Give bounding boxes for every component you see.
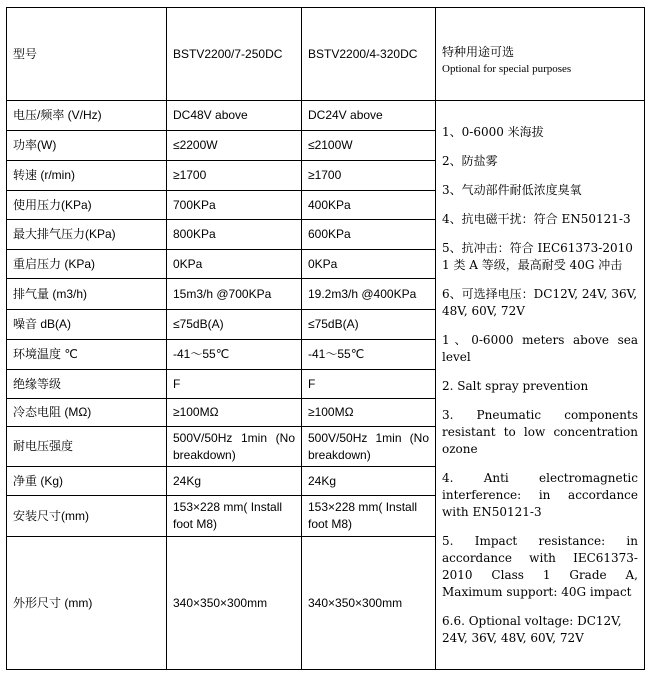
row-value-b: ≤75dB(A) [302, 310, 436, 340]
row-value-b: 19.2m3/h @400KPa [302, 279, 436, 310]
header-notes [436, 8, 645, 101]
row-label: 外形尺寸 (mm) [7, 537, 167, 670]
table-header-row [7, 8, 645, 101]
row-value-a: ≤2200W [167, 131, 302, 161]
row-value-a: F [167, 370, 302, 399]
note-cn-2: 2、防盐雾 [442, 153, 498, 168]
row-value-a: ≤75dB(A) [167, 310, 302, 340]
row-value-b: ≤2100W [302, 131, 436, 161]
row-value-a: 153×228 mm( Install foot M8) [167, 496, 302, 537]
row-label: 环境温度 ℃ [7, 340, 167, 370]
row-value-b: 600KPa [302, 220, 436, 250]
row-value-b: -41～55℃ [302, 340, 436, 370]
row-value-a: 500V/50Hz 1min (No breakdown) [167, 427, 302, 467]
note-en-6: 6.6. Optional voltage: DC12V, 24V, 36V, 48V, 60V, 72V [442, 613, 622, 645]
row-label: 噪音 dB(A) [7, 310, 167, 340]
row-value-b: DC24V above [302, 101, 436, 131]
row-label: 转速 (r/min) [7, 161, 167, 191]
note-cn-6: 6、可选择电压：DC12V, 24V, 36V, 48V, 60V, 72V [442, 286, 638, 318]
row-label: 净重 (Kg) [7, 467, 167, 496]
row-label: 电压/频率 (V/Hz) [7, 101, 167, 131]
note-cn-3: 3、气动部件耐低浓度臭氧 [442, 182, 582, 197]
row-label: 排气量 (m3/h) [7, 279, 167, 310]
row-value-b: ≥1700 [302, 161, 436, 191]
header-label: 型号 [7, 8, 167, 101]
row-value-a: ≥100MΩ [167, 399, 302, 427]
row-value-b: 340×350×300mm [302, 537, 436, 670]
row-label: 耐电压强度 [7, 427, 167, 467]
row-label: 使用压力(KPa) [7, 191, 167, 220]
note-en-1: 1、0-6000 meters above sea level [442, 332, 638, 364]
notes-title-en: Optional for special purposes [442, 63, 572, 75]
row-value-b: ≥100MΩ [302, 399, 436, 427]
row-value-a: 340×350×300mm [167, 537, 302, 670]
row-value-a: 15m3/h @700KPa [167, 279, 302, 310]
note-cn-4: 4、抗电磁干扰：符合 EN50121-3 [442, 211, 631, 226]
notes-cell [436, 101, 645, 670]
header-model-a: BSTV2200/7-250DC [167, 8, 302, 101]
row-value-b: F [302, 370, 436, 399]
note-cn-5: 5、抗冲击：符合 IEC61373-2010 1 类 A 等级，最高耐受 40G 冲击 [442, 240, 633, 272]
row-label: 绝缘等级 [7, 370, 167, 399]
row-value-a: ≥1700 [167, 161, 302, 191]
row-value-a: DC48V above [167, 101, 302, 131]
row-label: 安装尺寸(mm) [7, 496, 167, 537]
header-model-b: BSTV2200/4-320DC [302, 8, 436, 101]
row-value-b: 500V/50Hz 1min (No breakdown) [302, 427, 436, 467]
row-value-b: 153×228 mm( Install foot M8) [302, 496, 436, 537]
row-label: 冷态电阻 (MΩ) [7, 399, 167, 427]
note-en-4: 4. Anti electromagnetic interference: in accordance with EN50121-3 [442, 470, 638, 519]
spec-table [6, 7, 645, 670]
note-en-3: 3. Pneumatic components resistant to low concentration ozone [442, 407, 638, 456]
note-cn-1: 1、0-6000 米海拔 [442, 124, 544, 139]
row-value-a: -41～55℃ [167, 340, 302, 370]
row-value-b: 400KPa [302, 191, 436, 220]
row-value-a: 0KPa [167, 250, 302, 279]
row-value-a: 700KPa [167, 191, 302, 220]
row-label: 功率(W) [7, 131, 167, 161]
table-row [7, 101, 645, 131]
row-value-a: 24Kg [167, 467, 302, 496]
notes-title-cn: 特种用途可选 [442, 45, 515, 59]
row-value-a: 800KPa [167, 220, 302, 250]
row-label: 最大排气压力(KPa) [7, 220, 167, 250]
row-value-b: 0KPa [302, 250, 436, 279]
row-label: 重启压力 (KPa) [7, 250, 167, 279]
note-en-5: 5. Impact resistance: in accordance with IEC61373-2010 Class 1 Grade A, Maximum support: 40G impact [442, 533, 638, 599]
note-en-2: 2. Salt spray prevention [442, 378, 589, 393]
row-value-b: 24Kg [302, 467, 436, 496]
